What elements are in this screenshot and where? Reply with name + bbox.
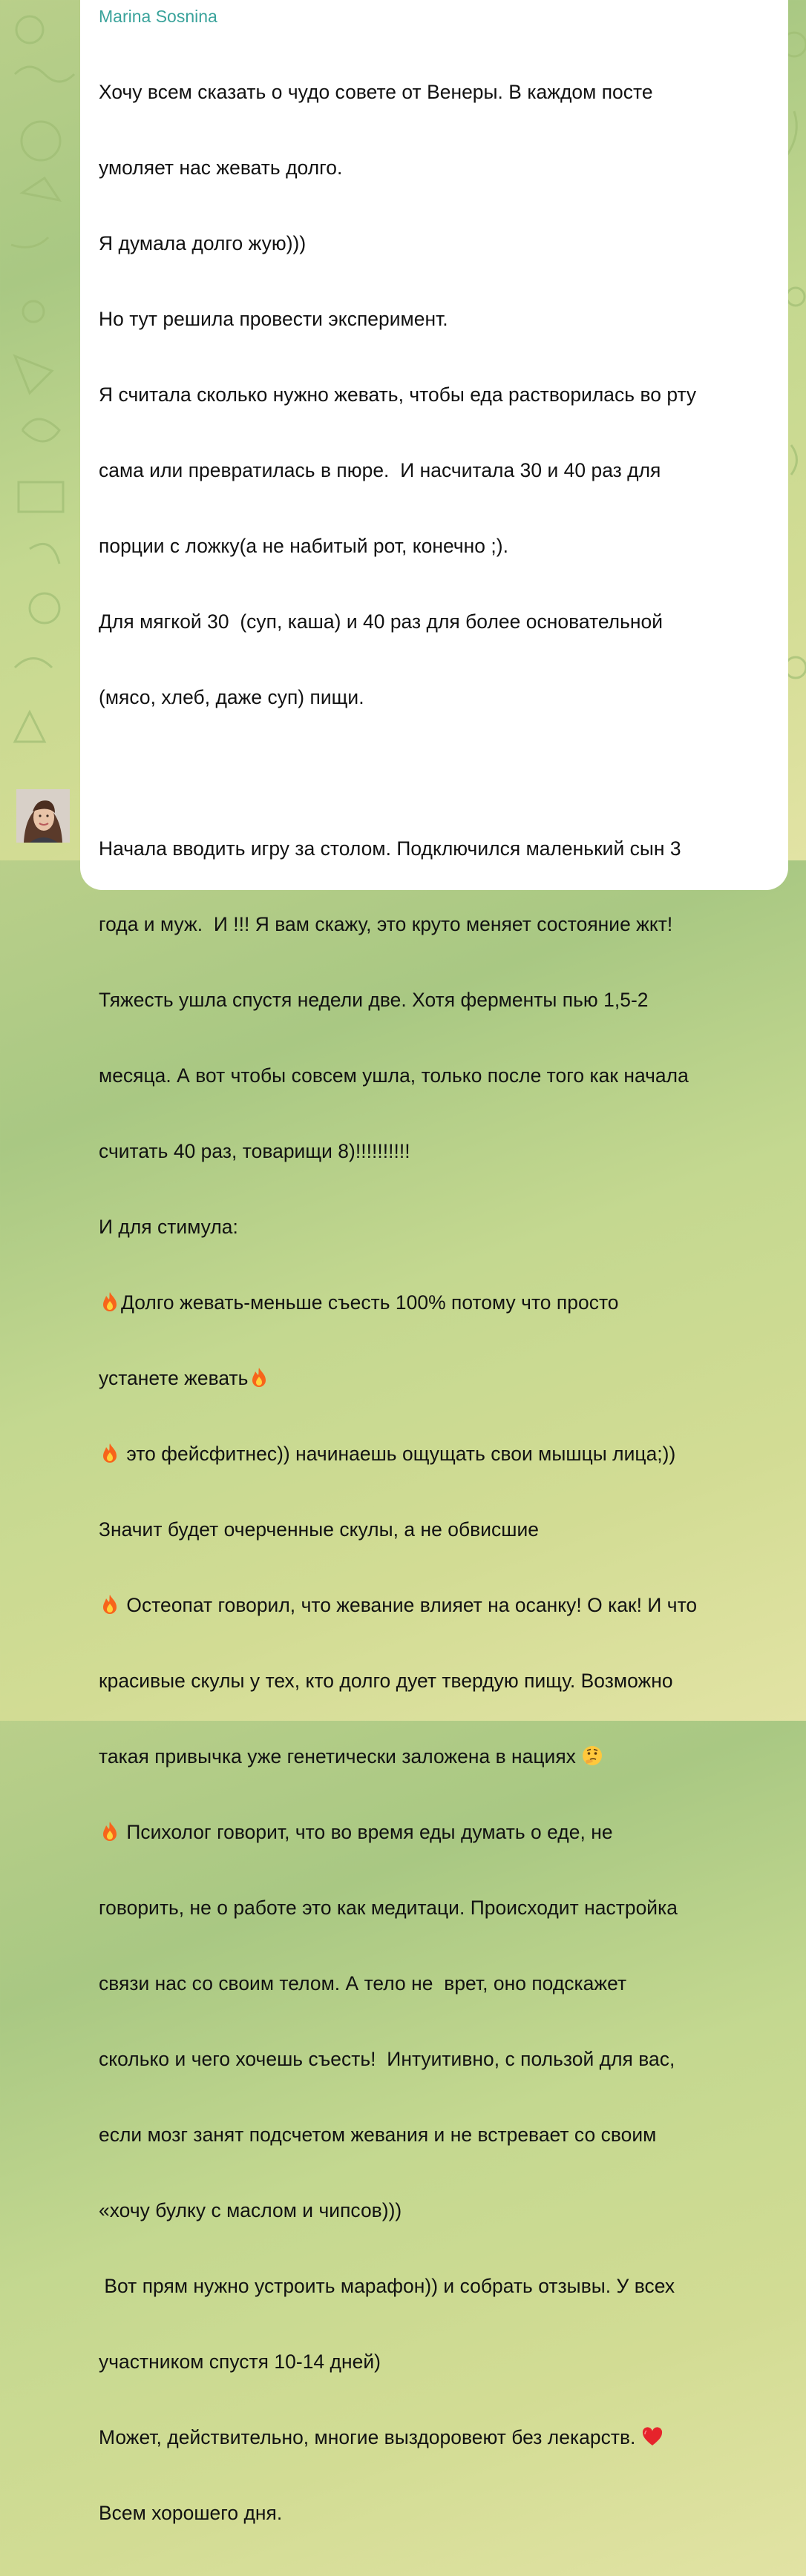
message-line <box>99 2425 789 2450</box>
fire-icon <box>99 1593 121 1615</box>
message-line: Я считала сколько нужно жевать, чтобы еда растворилась во рту <box>99 383 697 406</box>
message-line: Хочу всем сказать о чудо совете от Венеры. В каждом посте <box>99 81 653 103</box>
fire-icon <box>99 1291 121 1313</box>
message-line-text: устанете жевать <box>99 1367 249 1389</box>
message-line: Значит будет очерченные скулы, а не обвисшие <box>99 1518 539 1541</box>
message-bubble[interactable] <box>80 0 788 2524</box>
message-line: Но тут решила провести эксперимент. <box>99 308 448 330</box>
message-line: если мозг занят подсчетом жевания и не встревает со своим <box>99 2124 657 2146</box>
thinking-face-icon <box>581 1745 603 1767</box>
message-line-text: Психолог говорит, что во время еды думать о еде, не <box>121 1821 613 1843</box>
message-line: порции с ложку(а не набитый рот, конечно ;). <box>99 535 508 557</box>
sender-avatar[interactable] <box>16 789 70 843</box>
message-line <box>99 1592 789 1618</box>
message-line: «хочу булку с маслом и чипсов))) <box>99 2199 402 2221</box>
message-line <box>99 1819 789 1845</box>
message-line: Вот прям нужно устроить марафон)) и собрать отзывы. У всех <box>99 2275 675 2297</box>
message-line: Начала вводить игру за столом. Подключился маленький сын 3 <box>99 837 681 860</box>
message-line: сколько и чего хочешь съесть! Интуитивно, с пользой для вас, <box>99 2048 675 2070</box>
fire-icon <box>99 1442 121 1464</box>
message-line: Тяжесть ушла спустя недели две. Хотя ферменты пью 1,5-2 <box>99 989 649 1011</box>
fire-icon <box>248 1366 270 1389</box>
message-line: умоляет нас жевать долго. <box>99 157 343 179</box>
message-line: красивые скулы у тех, кто долго дует твердую пищу. Возможно <box>99 1670 673 1692</box>
sender-name[interactable]: Marina Sosnina <box>99 7 217 26</box>
message-line: года и муж. И !!! Я вам скажу, это круто меняет состояние жкт! <box>99 913 673 935</box>
message-line-text: такая привычка уже генетически заложена в нациях <box>99 1745 582 1768</box>
message-line <box>99 1441 789 1466</box>
message-line: связи нас со своим телом. А тело не врет, оно подскажет <box>99 1972 627 1994</box>
message-line: Всем хорошего дня. <box>99 2502 283 2524</box>
message-line: И для стимула: <box>99 1216 238 1238</box>
message-line <box>99 1744 789 1769</box>
message-line: говорить, не о работе это как медитаци. Происходит настройка <box>99 1897 678 1919</box>
message-line <box>99 1290 789 1315</box>
red-heart-icon <box>641 2425 664 2448</box>
fire-icon <box>99 1820 121 1842</box>
message-line: Для мягкой 30 (суп, каша) и 40 раз для более основательной <box>99 610 664 633</box>
message-line: Я думала долго жую))) <box>99 232 307 254</box>
message-line-text: Может, действительно, многие выздоровеют без лекарств. <box>99 2426 641 2448</box>
message-line <box>99 760 789 785</box>
message-line: месяца. А вот чтобы совсем ушла, только после того как начала <box>99 1064 689 1087</box>
message-line: (мясо, хлеб, даже суп) пищи. <box>99 686 364 708</box>
message-line: сама или превратилась в пюре. И насчитала 30 и 40 раз для <box>99 459 661 481</box>
message-text <box>99 29 789 2576</box>
message-line <box>99 1366 789 1391</box>
message-line-text: Долго жевать-меньше съесть 100% потому что просто <box>121 1291 619 1314</box>
avatar-photo-icon <box>16 789 70 843</box>
message-line-text: это фейсфитнес)) начинаешь ощущать свои мышцы лица;)) <box>121 1443 676 1465</box>
message-line: считать 40 раз, товарищи 8)!!!!!!!!!! <box>99 1140 410 1162</box>
message-line: участником спустя 10-14 дней) <box>99 2351 381 2373</box>
message-line-text: Остеопат говорил, что жевание влияет на осанку! О как! И что <box>121 1594 698 1616</box>
